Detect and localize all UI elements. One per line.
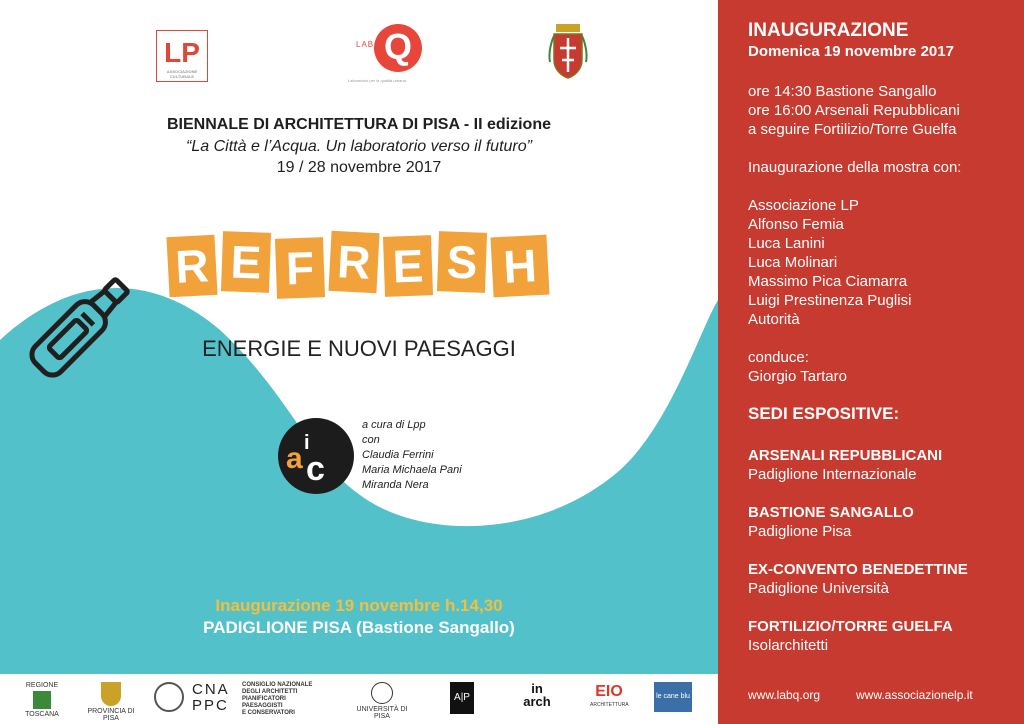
cnappc-abbr: PPC [192,697,229,714]
schedule-item: ore 14:30 Bastione Sangallo [748,83,937,100]
exhibition-intro: Inaugurazione della mostra con: [748,159,962,176]
ap-logo: A|P [450,682,474,714]
inauguration-banner-line1: Inaugurazione 19 novembre h.14,30 [215,596,503,615]
venue-item [748,503,914,541]
lp-logo-text: LP [164,37,200,68]
labq-caption: Laboratorio per la qualità urbana [348,78,406,83]
aiac-letter: c [306,450,325,488]
venue-name: FORTILIZIO/TORRE GUELFA [748,618,953,635]
sidebar-date: Domenica 19 novembre 2017 [748,43,954,60]
inarch-logo [520,682,554,708]
refresh-letter: F [275,237,325,299]
participants-list [748,196,911,329]
labq-link[interactable]: www.labq.org [748,688,821,702]
labq-logo [344,24,454,84]
eio-sub: ARCHITETTURA [590,702,629,708]
sidebar-title: INAUGURAZIONE [748,20,909,41]
host-block [748,348,847,386]
sponsor-logo-bar [0,674,718,724]
curator-line: Maria Michaela Pani [362,464,462,476]
bottle-icon [20,262,140,392]
participant-item: Alfonso Femia [748,216,844,233]
venue-name: EX-CONVENTO BENEDETTINE [748,561,968,578]
star-emblem-icon [154,682,184,712]
regione-toscana-logo [22,682,62,718]
labq-lab: LAB [356,40,375,49]
cnappc-line: PAESAGGISTI [242,703,283,709]
venue-pavilion: Padiglione Università [748,580,889,597]
refresh-letter: R [166,235,217,297]
unipi-logo [352,682,412,720]
cnappc-line: E CONSERVATORI [242,710,295,716]
schedule-list [748,82,960,139]
lp-logo [156,30,208,82]
curator-line: a cura di Lpp [362,419,426,431]
refresh-letter: S [437,231,487,293]
venue-pavilion: Isolarchitetti [748,637,829,654]
cnappc-line: PIANIFICATORI [242,696,286,702]
inauguration-banner-line2: PADIGLIONE PISA (Bastione Sangallo) [203,618,515,637]
cnappc-line: CONSIGLIO NAZIONALE [242,682,313,688]
pisa-crest-icon [546,22,590,82]
inarch-text: arch [523,694,551,709]
participant-item: Luigi Prestinenza Puglisi [748,292,912,309]
unipi-seal-icon [371,682,393,704]
le-cane-blu-logo: le cane blu [654,682,692,712]
participant-item: Massimo Pica Ciamarra [748,273,908,290]
curator-line: Claudia Ferrini [362,449,434,461]
venue-pavilion: Padiglione Internazionale [748,466,917,483]
unipi-label: UNIVERSITÀ DI PISA [356,706,408,720]
republic-emblem-logo [152,682,186,712]
pegasus-icon [33,691,51,709]
host-name: Giorgio Tartaro [748,368,847,385]
event-dates: 19 / 28 novembre 2017 [276,159,442,176]
associazionelp-link[interactable]: www.associazionelp.it [856,688,973,702]
toscana-label: TOSCANA [25,711,59,718]
provincia-pisa-logo [86,682,136,722]
venue-item [748,560,968,598]
participant-item: Associazione LP [748,197,859,214]
cnappc-abbr: CNA [192,681,230,698]
labq-q: Q [374,24,422,72]
eio-logo [590,682,628,708]
cnappc-line: DEGLI ARCHITETTI [242,689,298,695]
venue-name: ARSENALI REPUBBLICANI [748,447,943,464]
venues-heading: SEDI ESPOSITIVE: [748,404,900,423]
refresh-letter: R [328,231,379,293]
theme-tagline: ENERGIE E NUOVI PAESAGGI [202,336,516,361]
participant-item: Luca Molinari [748,254,838,271]
aiac-letter: a [286,442,303,475]
inarch-text: in [531,681,543,696]
refresh-letter: H [490,235,549,298]
refresh-letter: E [221,231,271,293]
eio-text: EIO [595,683,623,700]
info-sidebar [718,0,1024,724]
aiac-letter: i [304,432,310,454]
schedule-item: a seguire Fortilizio/Torre Guelfa [748,121,957,138]
venue-name: BASTIONE SANGALLO [748,504,914,521]
lp-logo-tagline: ASSOCIAZIONE CULTURALE [166,69,198,79]
curator-line: con [362,434,380,446]
host-label: conduce: [748,349,809,366]
participant-item: Luca Lanini [748,235,825,252]
schedule-item: ore 16:00 Arsenali Repubblicani [748,102,960,119]
event-title: BIENNALE DI ARCHITETTURA DI PISA - II edizione [166,116,551,133]
curator-line: Miranda Nera [362,479,429,491]
event-subtitle: “La Città e l’Acqua. Un laboratorio verso il futuro” [186,138,532,155]
venue-pavilion: Padiglione Pisa [748,523,852,540]
venue-item [748,617,953,655]
provincia-crest-icon [101,682,121,706]
regione-label: REGIONE [25,682,59,689]
participant-item: Autorità [748,311,800,328]
refresh-letter: E [383,235,433,297]
aiac-logo [278,418,354,494]
curators-list [362,418,462,493]
venue-item [748,446,942,484]
provincia-label: PROVINCIA DI PISA [87,708,135,722]
